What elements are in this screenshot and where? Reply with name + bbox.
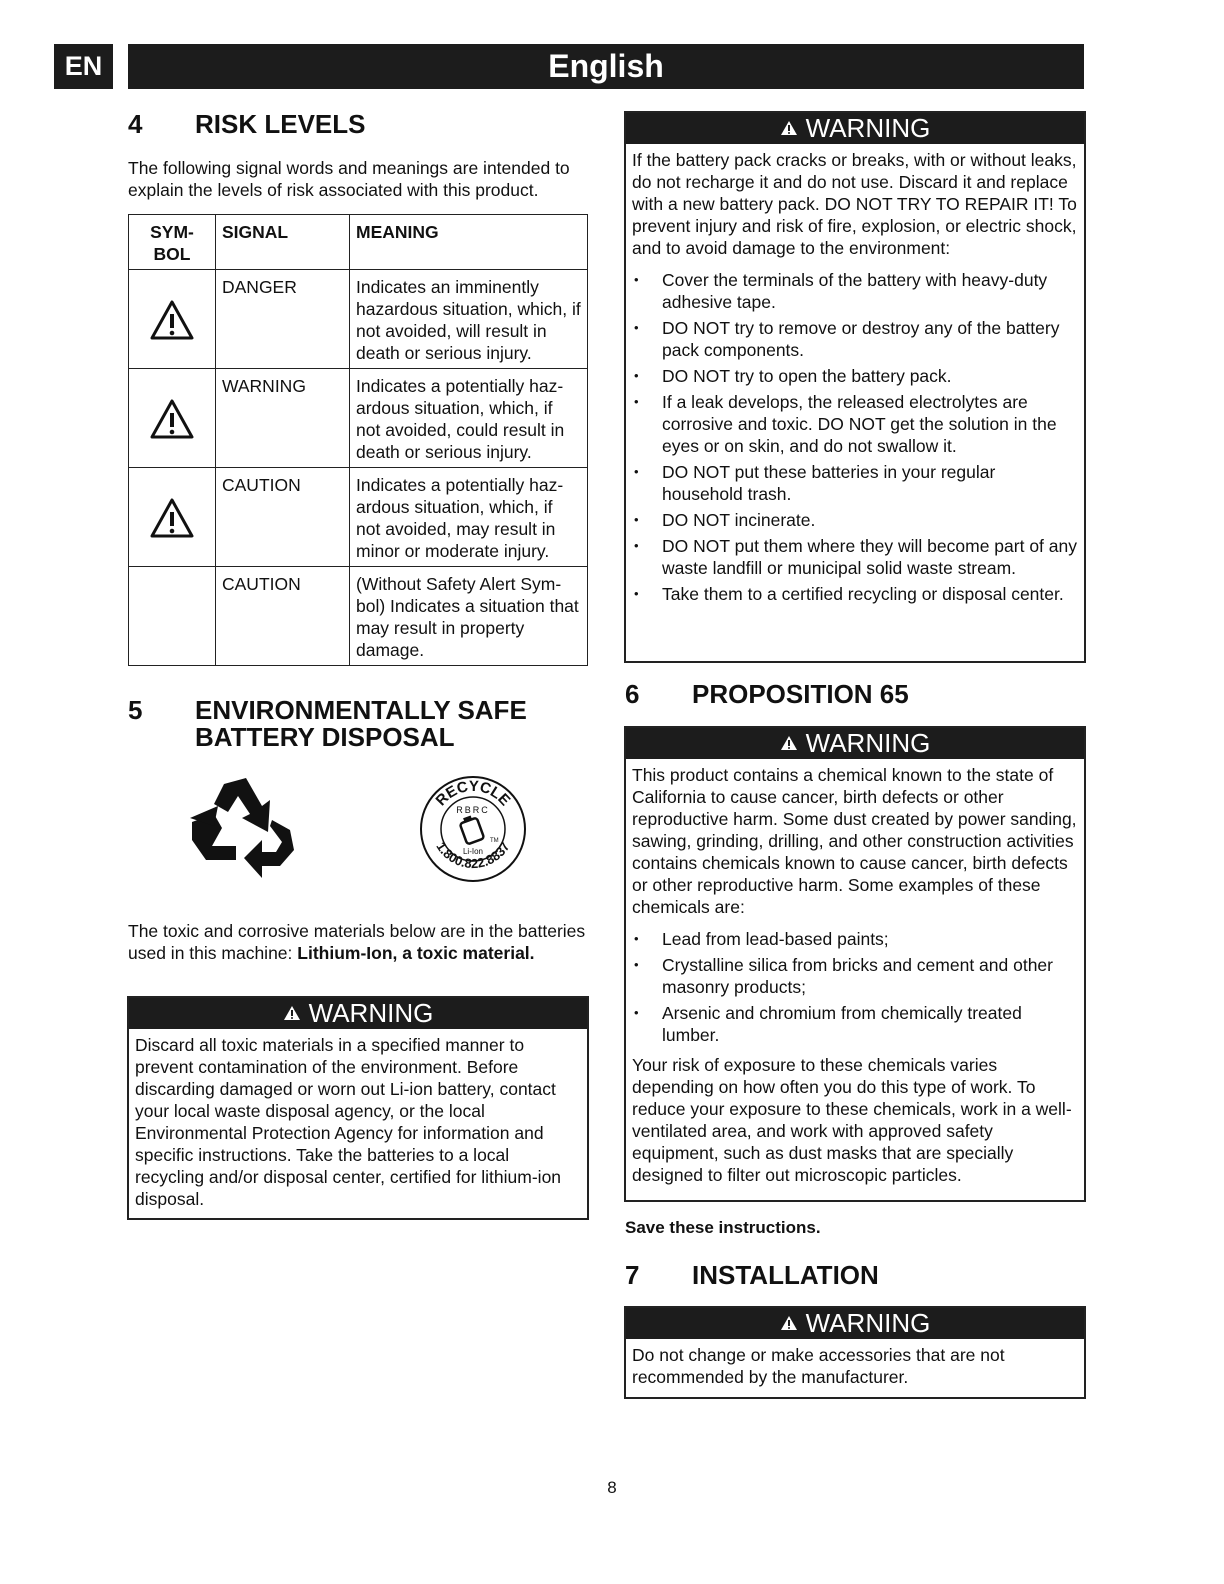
language-badge: EN	[54, 44, 113, 89]
signal-cell: CAUTION	[216, 567, 350, 666]
list-item: • DO NOT put them where they will become part of any waste landfill or municipal solid waste stream.	[632, 535, 1078, 579]
signal-cell: DANGER	[216, 270, 350, 369]
table-row	[129, 567, 588, 666]
warning-header	[626, 1308, 1084, 1339]
section-6-heading	[625, 681, 1083, 711]
warning-box-prop65	[624, 726, 1086, 1202]
warning-header	[626, 113, 1084, 144]
warning-triangle-icon	[780, 120, 798, 136]
warning-title: WARNING	[805, 728, 931, 758]
rbrc-recycle-seal	[418, 774, 528, 884]
symbol-cell	[129, 468, 216, 567]
table-row	[129, 468, 588, 567]
section-5-heading	[128, 697, 588, 753]
section-7-heading	[625, 1262, 1083, 1292]
save-instructions-note: Save these instructions.	[625, 1218, 821, 1237]
section-number: 7	[625, 1260, 640, 1290]
toxic-materials-bold: Lithium-Ion, a toxic material.	[297, 943, 535, 963]
list-item: • DO NOT try to remove or destroy any of the battery pack components.	[632, 317, 1078, 361]
warning-title: WARNING	[805, 1308, 931, 1338]
warning-outro: Your risk of exposure to these chemicals varies depending on how often you do this type of work. To reduce your exposure to these chemicals, work in a well-ventilated area, and work with approved safety equipment, such as dust masks that are specially designed to filter out microscopic particles.	[632, 1055, 1072, 1185]
language-title-bar: English	[128, 44, 1084, 89]
column-header-signal: SIGNAL	[216, 215, 350, 270]
column-header-meaning: MEANING	[350, 215, 588, 270]
warning-header	[129, 998, 587, 1029]
seal-mid-text: RBRC	[456, 805, 490, 815]
meaning-cell: Indicates an imminently hazardous situation, which, if not avoided, will result in death or serious injury.	[350, 270, 588, 369]
symbol-cell	[129, 369, 216, 468]
section-number: 6	[625, 679, 640, 709]
warning-intro: This product contains a chemical known to the state of California to cause cancer, birth defects or other reproductive harm. Some dust created by power sanding, sawing, grinding, drilling, and other construction activities contains chemicals known to cause cancer, birth defects or other reproductive harm. Some examples of these chemicals are:	[632, 765, 1077, 917]
section-number: 5	[128, 695, 143, 725]
meaning-cell: (Without Safety Alert Sym-bol) Indicates a situation that may result in property damage.	[350, 567, 588, 666]
table-row	[129, 369, 588, 468]
table-header-row	[129, 215, 588, 270]
list-item: • DO NOT put these batteries in your regular household trash.	[632, 461, 1078, 505]
recycle-symbol-icon	[188, 776, 298, 882]
warning-text: Discard all toxic materials in a specified manner to prevent contamination of the environment. Before discarding damaged or worn out Li-ion battery, contact your local waste disposal agency, or the local Environmental Protection Agency for information and specific instructions. Take the batteries to a local recycling and/or disposal center, certified for lithium-ion disposal.	[135, 1035, 562, 1209]
seal-top-text: RECYCLE	[432, 777, 514, 810]
warning-header	[626, 728, 1084, 759]
list-item: • Take them to a certified recycling or disposal center.	[632, 583, 1078, 605]
warning-triangle-icon	[283, 1005, 301, 1021]
table-row	[129, 270, 588, 369]
section-title: RISK LEVELS	[195, 109, 366, 139]
page-number: 8	[607, 1478, 617, 1497]
risk-levels-table	[128, 214, 588, 666]
warning-body	[626, 759, 1084, 1192]
list-item: • Lead from lead-based paints;	[632, 928, 1078, 950]
section-title	[195, 697, 527, 751]
list-item: • If a leak develops, the released electrolytes are corrosive and toxic. DO NOT get the solution in the eyes or on skin, and do not swallow it.	[632, 391, 1078, 457]
warning-text: Do not change or make accessories that are not recommended by the manufacturer.	[632, 1345, 1005, 1387]
symbol-cell	[129, 567, 216, 666]
seal-phone-text: 1.800.822.8837	[433, 839, 513, 872]
section-number: 4	[128, 109, 143, 139]
warning-triangle-icon	[780, 735, 798, 751]
warning-title: WARNING	[308, 998, 434, 1028]
meaning-cell: Indicates a potentially haz-ardous situation, which, if not avoided, may result in minor or moderate injury.	[350, 468, 588, 567]
signal-cell: WARNING	[216, 369, 350, 468]
symbol-cell	[129, 270, 216, 369]
toxic-materials-text: The toxic and corrosive materials below are in the batteries used in this machine:	[128, 921, 586, 963]
column-header-symbol: SYM- BOL	[129, 215, 216, 270]
list-item: • Cover the terminals of the battery with heavy-duty adhesive tape.	[632, 269, 1078, 313]
section-4-heading	[128, 111, 588, 141]
toxic-materials-paragraph	[128, 920, 588, 964]
section-title-line-2: BATTERY DISPOSAL	[195, 722, 455, 752]
risk-intro: The following signal words and meanings are intended to explain the levels of risk associated with this product.	[128, 158, 570, 200]
safety-alert-icon	[149, 497, 195, 539]
warning-box-battery	[624, 111, 1086, 663]
seal-type-text: Li-Ion	[462, 847, 484, 856]
list-item: • Arsenic and chromium from chemically treated lumber.	[632, 1002, 1078, 1046]
warning-bullet-list	[632, 928, 1078, 1046]
list-item: • DO NOT incinerate.	[632, 509, 1078, 531]
warning-title: WARNING	[805, 113, 931, 143]
warning-intro: If the battery pack cracks or breaks, with or without leaks, do not recharge it and do not use. Discard it and replace with a new battery pack. DO NOT TRY TO REPAIR IT! To prevent injury and risk of fire, explosion, or electric shock, and to avoid damage to the environment:	[632, 150, 1077, 258]
warning-box-disposal	[127, 996, 589, 1220]
warning-bullet-list	[632, 269, 1078, 605]
section-title-line-1: ENVIRONMENTALLY SAFE	[195, 695, 527, 725]
warning-triangle-icon	[780, 1315, 798, 1331]
meaning-cell: Indicates a potentially haz-ardous situation, which, if not avoided, could result in death or serious injury.	[350, 369, 588, 468]
section-title: INSTALLATION	[692, 1260, 879, 1290]
list-item: • DO NOT try to open the battery pack.	[632, 365, 1078, 387]
list-item: • Crystalline silica from bricks and cement and other masonry products;	[632, 954, 1078, 998]
section-title: PROPOSITION 65	[692, 679, 909, 709]
seal-tm-text: TM	[490, 838, 499, 844]
safety-alert-icon	[149, 299, 195, 341]
warning-body	[626, 144, 1084, 615]
warning-box-installation	[624, 1306, 1086, 1399]
safety-alert-icon	[149, 398, 195, 440]
signal-cell: CAUTION	[216, 468, 350, 567]
